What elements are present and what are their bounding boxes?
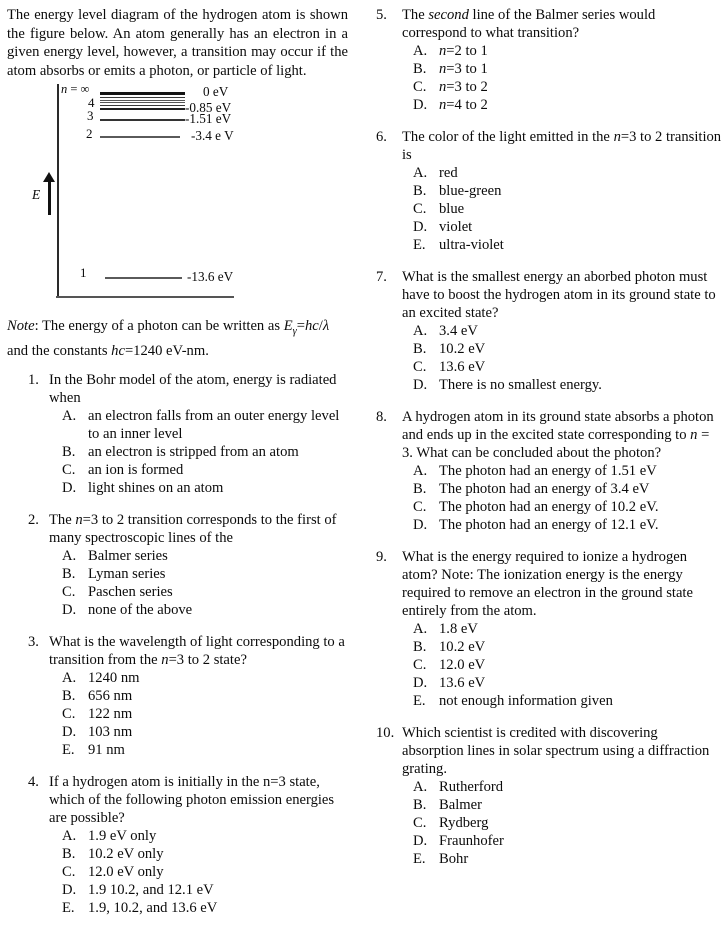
question-number: 8. [376,409,387,425]
option-letter: E. [413,851,426,867]
option [62,583,348,601]
option-letter: C. [62,864,76,881]
option-letter: C. [413,201,427,217]
question-stem: Which scientist is credited with discovering absorption lines in solar spectrum using a diffraction grating. [402,725,710,777]
level-label-n4: 4 [88,95,95,111]
diagram-x-axis [56,296,234,298]
option [62,601,348,619]
option-letter: C. [413,657,427,673]
option-letter: A. [413,463,428,479]
level-label-n3: 3 [87,108,94,124]
option-letter: D. [62,882,77,899]
question-number: 1. [28,372,39,389]
question-number: 3. [28,634,39,651]
option [413,236,722,254]
energy-value-n1: -13.6 eV [187,269,234,285]
question-stem: What is the energy required to ionize a hydrogen atom? Note: The ionization energy is the energy required to remove an electron in the ground state entirely from the atom. [402,549,693,619]
option [413,516,722,534]
question-number: 6. [376,129,387,145]
convergence-line [100,105,185,106]
option [62,827,348,845]
option-text: 13.6 eV [439,675,486,691]
option-letter: B. [62,846,76,863]
option-text: n=4 to 2 [439,97,488,113]
option-text: 13.6 eV [439,359,486,375]
option-text: Paschen series [88,584,173,601]
energy-axis-arrow [48,181,51,215]
energy-value-n4: -0.85 eV [185,100,232,116]
option [62,741,348,759]
option [62,687,348,705]
option-text: ultra-violet [439,237,504,253]
option-text: Lyman series [88,566,166,583]
option-text: blue [439,201,465,217]
energy-axis-label: E [32,187,41,203]
option-text: 1.9 10.2, and 12.1 eV [88,882,214,899]
option-letter: B. [413,639,427,655]
option-letter: E. [413,237,426,253]
option-letter: D. [413,377,428,393]
option-text: Bohr [439,851,469,867]
option [413,376,722,394]
energy-value-n2: -3.4 e V [191,128,234,144]
option-text: 1.9, 10.2, and 13.6 eV [88,900,218,917]
option-letter: A. [413,323,428,339]
option-text: The photon had an energy of 3.4 eV [439,481,650,497]
level-label-n2: 2 [86,126,93,142]
option [62,899,348,917]
option [413,462,722,480]
option-letter: B. [413,797,427,813]
option-text: 656 nm [88,688,133,705]
option [413,814,722,832]
option-text: Fraunhofer [439,833,504,849]
option [413,778,722,796]
convergence-line [100,100,185,101]
convergence-line [100,102,185,103]
option-text: red [439,165,458,181]
option-letter: A. [413,165,428,181]
option-text: n=3 to 1 [439,61,488,77]
option-letter: B. [62,444,76,461]
option-letter: B. [413,183,427,199]
option-letter: A. [62,408,77,425]
question-5 [376,6,722,114]
option-text: blue-green [439,183,502,199]
option-letter: A. [62,670,77,687]
option-letter: A. [62,828,77,845]
option [413,78,722,96]
level-line-0ev [100,92,185,95]
questions-left [7,371,348,917]
option-text: not enough information given [439,693,613,709]
option-letter: D. [413,219,428,235]
question-9 [376,548,722,710]
option [413,498,722,516]
option [62,723,348,741]
option [413,656,722,674]
option [413,620,722,638]
option [413,182,722,200]
option-letter: C. [62,462,76,479]
option-text: none of the above [88,602,193,619]
option-text: There is no smallest energy. [439,377,602,393]
question-stem: The color of the light emitted in the n=3 to 2 transition is [402,129,722,163]
option [62,461,348,479]
option-letter: C. [413,359,427,375]
option [413,358,722,376]
option [413,674,722,692]
option-text: n=2 to 1 [439,43,488,59]
option-text: 3.4 eV [439,323,478,339]
level-line-n3 [100,119,185,121]
option [413,832,722,850]
level-line-n1 [105,277,182,279]
question-6 [376,128,722,254]
option-text: The photon had an energy of 12.1 eV. [439,517,659,533]
option [62,845,348,863]
option-text: n=3 to 2 [439,79,488,95]
level-line-n4 [100,108,185,110]
option-text: Balmer series [88,548,168,565]
option-text: Balmer [439,797,482,813]
intro-paragraph: The energy level diagram of the hydrogen atom is shown the figure below. An atom generally has an electron in a given energy level, however, a transition may occur if the atom absorbs or emits a photon, or particle of light. [7,7,348,79]
question-stem: What is the smallest energy an aborbed photon must have to boost the hydrogen atom in its ground state to an excited state? [402,269,716,321]
question-stem: In the Bohr model of the atom, energy is radiated when [49,372,337,407]
question-stem: What is the wavelength of light corresponding to a transition from the n=3 to 2 state? [49,634,345,669]
option-letter: E. [62,742,75,759]
option-text: 10.2 eV [439,639,486,655]
level-line-n2 [100,136,180,138]
option-letter: D. [413,675,428,691]
option-text: 10.2 eV only [88,846,164,863]
option [413,850,722,868]
option-letter: A. [413,779,428,795]
option [413,340,722,358]
option-text: Rutherford [439,779,504,795]
option-letter: D. [413,517,428,533]
option-text: an electron falls from an outer energy level to an inner level [88,408,340,443]
option [62,881,348,899]
option [62,547,348,565]
question-7 [376,268,722,394]
question-2 [28,511,348,619]
convergence-line [100,97,185,98]
option-letter: B. [413,341,427,357]
option [413,796,722,814]
question-number: 7. [376,269,387,285]
option-letter: C. [413,499,427,515]
question-1 [28,371,348,497]
question-8 [376,408,722,534]
option [62,443,348,461]
option-letter: E. [62,900,75,917]
option [62,863,348,881]
option-letter: D. [62,724,77,741]
option-letter: B. [62,566,76,583]
energy-level-diagram [30,84,270,300]
option-text: 12.0 eV only [88,864,164,881]
option [413,638,722,656]
option-letter: C. [413,815,427,831]
option-letter: A. [413,621,428,637]
option-text: 122 nm [88,706,133,723]
option [413,60,722,78]
option-letter: D. [62,480,77,497]
level-label-n-infinity: n = ∞ [61,82,90,97]
option [413,322,722,340]
option-letter: B. [413,481,427,497]
diagram-y-axis [57,84,59,297]
option-text: an electron is stripped from an atom [88,444,299,461]
option-letter: D. [413,833,428,849]
level-label-n1: 1 [80,265,87,281]
energy-value-n3: -1.51 eV [185,111,232,127]
option-letter: B. [413,61,427,77]
option-text: 1240 nm [88,670,140,687]
option-text: Rydberg [439,815,489,831]
option [413,164,722,182]
option [413,218,722,236]
option-text: 103 nm [88,724,133,741]
option-text: 10.2 eV [439,341,486,357]
question-3 [28,633,348,759]
option-letter: C. [413,79,427,95]
option-letter: A. [413,43,428,59]
question-number: 10. [376,725,395,741]
question-stem: The n=3 to 2 transition corresponds to the first of many spectroscopic lines of the [49,512,337,547]
option [62,705,348,723]
option-text: 12.0 eV [439,657,486,673]
option [413,480,722,498]
option-text: 1.9 eV only [88,828,157,845]
question-stem: The second line of the Balmer series would correspond to what transition? [402,7,656,41]
question-number: 4. [28,774,39,791]
question-stem: If a hydrogen atom is initially in the n=3 state, which of the following photon emission energies are possible? [49,774,335,827]
option-letter: A. [62,548,77,565]
option [413,96,722,114]
option [413,200,722,218]
option-text: 1.8 eV [439,621,478,637]
note-paragraph: Note: The energy of a photon can be written as $E_\gamma=hc/\lambda$ and the constants hc=1240 eV-nm. [7,318,330,359]
question-4 [28,773,348,917]
option [62,407,348,443]
energy-axis-arrowhead-icon [43,172,55,182]
question-stem: A hydrogen atom in its ground state absorbs a photon and ends up in the excited state corresponding to n = 3. What can be concluded about the photon? [402,409,714,461]
option-letter: C. [62,584,76,601]
right-column [372,6,722,882]
option-text: The photon had an energy of 1.51 eV [439,463,657,479]
option-letter: C. [62,706,76,723]
option [413,692,722,710]
energy-value-0ev: 0 eV [203,84,229,100]
option-letter: D. [62,602,77,619]
option-text: violet [439,219,473,235]
option [413,42,722,60]
option [62,479,348,497]
option-text: 91 nm [88,742,125,759]
question-number: 2. [28,512,39,529]
option-text: an ion is formed [88,462,184,479]
left-column [7,6,348,928]
question-number: 9. [376,549,387,565]
option [62,565,348,583]
option-letter: E. [413,693,426,709]
question-10 [376,724,722,868]
question-number: 5. [376,7,387,23]
option-text: light shines on an atom [88,480,224,497]
option-text: The photon had an energy of 10.2 eV. [439,499,659,515]
option-letter: D. [413,97,428,113]
option [62,669,348,687]
option-letter: B. [62,688,76,705]
